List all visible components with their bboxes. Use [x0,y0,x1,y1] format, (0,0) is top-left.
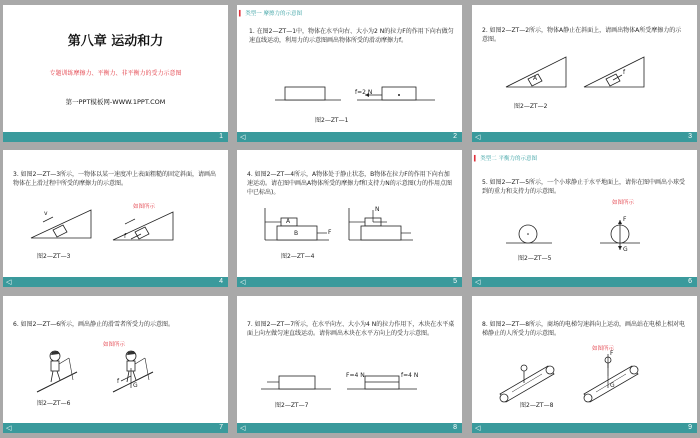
question-text: 1. 在图2—ZT—1中，物体在水平向右、大小为2 N的拉力F的作用下向右做匀速直线运动，利用力的示意图画出物体所受的滑动摩擦力f。 [249,28,454,44]
page-number: 4 [219,278,223,285]
slide-6[interactable] [472,150,697,287]
force-label-f: F [623,216,627,223]
page-number: 3 [688,133,692,140]
figure-6 [3,296,228,433]
page-number: 9 [688,424,692,431]
figure-caption: 图2—ZT—1 [315,117,349,124]
speaker-icon[interactable]: ◁ [475,133,481,141]
force-label-g: G [133,382,138,389]
slide-footer-bar [472,423,697,433]
chapter-title: 第八章 运动和力 [67,34,164,49]
force-label-f: F [328,229,332,236]
speaker-icon[interactable]: ◁ [6,424,12,432]
page-number: 8 [453,424,457,431]
block-label-a: A [286,218,291,225]
figure-caption: 图2—ZT—6 [37,400,71,407]
figure-label-f: f=2 N [355,89,373,96]
slide-footer-bar [237,277,462,287]
question-text: 8. 如图2—ZT—8所示，商场的电梯匀速斜向上运动，画出站在电梯上相对电梯静止的人所受力的示意图。 [482,321,686,337]
section-header: ▍ 类型一 摩擦力的示意图 [239,11,302,17]
question-text: 6. 如图2—ZT—6所示，画出静止的滑雪者所受力的示意图。 [13,321,175,328]
slide-footer-bar [472,132,697,142]
force-label-f: F=4 N [346,372,365,379]
figure-caption: 图2—ZT—8 [520,402,554,409]
figure-1 [237,5,462,142]
block-label-b: B [294,230,299,237]
question-text: 4. 如图2—ZT—4所示，A物体处于静止状态，B物体在拉力F的作用下向右加速运动。请在图中画出A物体所受的摩擦力f和支持力N的示意图(力的作用点图中已标出)。 [247,171,453,196]
page-number: 2 [453,133,457,140]
question-text: 2. 如图2—ZT—2所示，物体A静止在斜面上，请画出物体A所受摩擦力的示意图。 [482,27,682,43]
slide-footer-bar [237,132,462,142]
slide-footer-bar [3,132,228,142]
figure-caption: 图2—ZT—2 [514,103,548,110]
figure-caption: 图2—ZT—5 [518,255,552,262]
slide-1[interactable] [3,5,228,142]
speaker-icon[interactable]: ◁ [240,133,246,141]
slide-4[interactable] [3,150,228,287]
question-text: 7. 如图2—ZT—7所示，在水平向左、大小为4 N的拉力作用下，木块在水平桌面上向左做匀速直线运动。请你画出木块在水平方向上的受力示意图。 [247,321,455,337]
page-number: 6 [688,278,692,285]
slide-footer-bar [3,423,228,433]
question-text: 3. 如图2—ZT—3所示，一物体以某一速度冲上表面粗糙的固定斜面，请画出物体在上滑过程中所受的摩擦力的示意图。 [13,171,217,187]
slide-8[interactable] [237,296,462,433]
answer-tag: 如图所示 [103,342,126,348]
speaker-icon[interactable]: ◁ [240,424,246,432]
figure-caption: 图2—ZT—3 [37,253,71,260]
slide-subtitle: 专题训练摩擦力、平衡力、非平衡力的受力示意图 [49,70,182,77]
figure-caption: 图2—ZT—4 [281,253,315,260]
velocity-label: v [44,210,48,217]
slide-2[interactable] [237,5,462,142]
force-label-n: N [375,206,380,213]
force-label-f: F [610,350,614,357]
force-label-g: G [610,382,615,389]
friction-label-f: f=4 N [401,372,419,379]
slide-5[interactable] [237,150,462,287]
speaker-icon[interactable]: ◁ [240,278,246,286]
figure-8 [472,296,697,433]
speaker-icon[interactable]: ◁ [475,278,481,286]
website-footer: 第一PPT模板网-WWW.1PPT.COM [65,98,166,106]
slide-7[interactable] [3,296,228,433]
block-label-a: A [533,75,538,82]
section-header-text: 类型一 摩擦力的示意图 [245,11,302,17]
figure-4 [237,150,462,287]
figure-5 [472,150,697,287]
answer-tag: 如图所示 [133,204,156,210]
answer-tag: 如图所示 [612,200,635,206]
slide-footer-bar [237,423,462,433]
figure-label-f: f [124,233,127,240]
speaker-icon[interactable]: ◁ [475,424,481,432]
speaker-icon[interactable]: ◁ [6,278,12,286]
force-label-f: f [117,378,120,385]
slide-3[interactable] [472,5,697,142]
question-text: 5. 如图2—ZT—5所示，一个小球静止于水平地面上，请你在图中画出小球受到的重力和支持力的示意图。 [482,179,686,195]
force-label-g: G [623,246,628,253]
page-number: 7 [219,424,223,431]
figure-7 [237,296,462,433]
page-number: 5 [453,278,457,285]
answer-tag: 如图所示 [592,346,615,352]
page-number: 1 [219,133,223,140]
figure-caption: 图2—ZT—7 [275,402,309,409]
slide-9[interactable] [472,296,697,433]
slide-footer-bar [3,277,228,287]
figure-2 [472,5,697,142]
slide-footer-bar [472,277,697,287]
section-header: ▍ 类型二 平衡力的示意图 [474,156,537,162]
figure-3 [3,150,228,287]
section-header-text: 类型二 平衡力的示意图 [480,156,537,162]
figure-label-f: f [623,69,626,76]
